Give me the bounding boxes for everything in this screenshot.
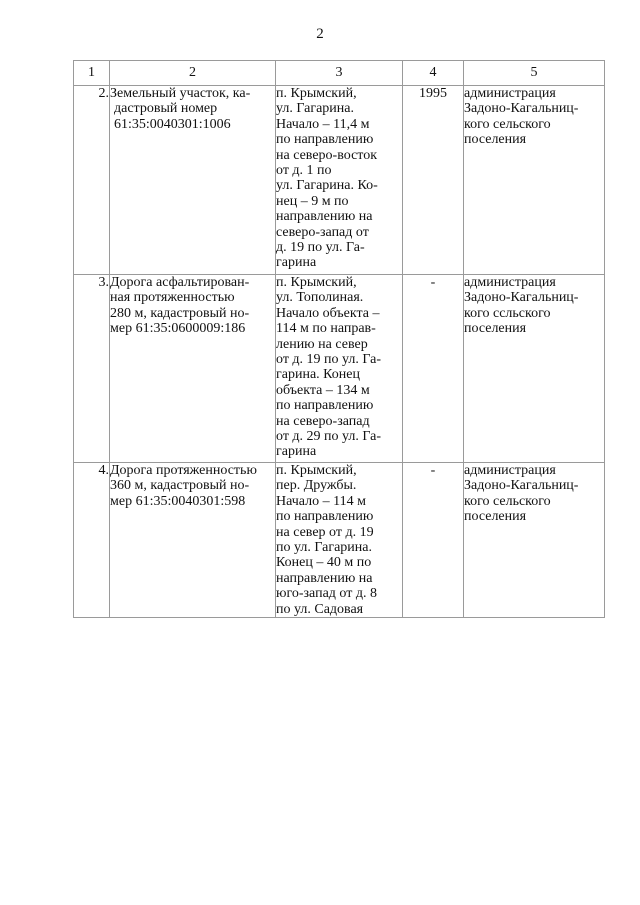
owner-line: кого ссльского	[464, 305, 551, 321]
row-number: 3.	[74, 275, 110, 463]
address-line: Начало – 11,4 м	[276, 116, 370, 132]
address-line: от д. 29 по ул. Га-	[276, 429, 382, 445]
address-line: нец – 9 м по	[276, 193, 349, 209]
object-name-cell	[110, 275, 276, 463]
owner-line: Задоно-Кагальниц-	[464, 478, 579, 494]
address-line: ул. Гагарина.	[276, 101, 354, 117]
address-line: гарина	[276, 255, 317, 271]
owner-line: поселения	[464, 132, 527, 148]
address-line: по ул. Садовая	[276, 601, 364, 617]
column-header-3: 3	[276, 61, 403, 86]
object-name-cell	[110, 86, 276, 275]
owner-line: администрация	[464, 86, 556, 101]
address-line: направлению на	[276, 570, 373, 586]
object-name-line: 360 м, кадастровый но-	[110, 478, 250, 494]
address-line: д. 19 по ул. Га-	[276, 240, 365, 256]
object-address-cell	[276, 86, 403, 275]
address-line: по направлению	[276, 132, 374, 148]
owner-line: поселения	[464, 509, 527, 525]
address-line: юго-запад от д. 8	[276, 586, 377, 602]
table-row	[74, 463, 605, 618]
address-line: от д. 19 по ул. Га-	[276, 352, 382, 368]
object-name-line: Дорога протяженностью	[110, 463, 257, 478]
address-line: п. Крымский,	[276, 86, 357, 101]
object-name-line: Дорога асфальтирован-	[110, 275, 250, 290]
object-name-line: дастровый номер	[114, 101, 218, 117]
object-name-line: 280 м, кадастровый но-	[110, 305, 250, 321]
table-header-row	[74, 61, 605, 86]
address-line: 114 м по направ-	[276, 321, 376, 337]
address-line: по направлению	[276, 509, 374, 525]
address-line: п. Крымский,	[276, 275, 357, 290]
owner-line: поселения	[464, 321, 527, 337]
table-row	[74, 275, 605, 463]
object-name-line: 61:35:0040301:1006	[114, 116, 231, 132]
address-line: гарина. Конец	[276, 367, 360, 383]
owner-line: Задоно-Кагальниц-	[464, 290, 579, 306]
object-name-line: Земельный участок, ка-	[110, 86, 251, 101]
address-line: лению на север	[276, 336, 368, 352]
address-line: ул. Тополиная.	[276, 290, 364, 306]
owner-line: администрация	[464, 275, 556, 290]
column-header-1: 1	[74, 61, 110, 86]
owner-cell	[464, 463, 605, 618]
object-name-line: мер 61:35:0600009:186	[110, 321, 246, 337]
address-line: Начало объекта –	[276, 305, 380, 321]
address-line: по ул. Гагарина.	[276, 540, 372, 556]
owner-line: кого сельского	[464, 493, 551, 509]
owner-line: Задоно-Кагальниц-	[464, 101, 579, 117]
address-line: на северо-запад	[276, 413, 370, 429]
address-line: Конец – 40 м по	[276, 555, 372, 571]
column-header-5: 5	[464, 61, 605, 86]
column-header-2: 2	[110, 61, 276, 86]
page-number: 2	[316, 26, 324, 42]
property-registry-table	[73, 60, 605, 618]
address-line: направлению на	[276, 209, 373, 225]
address-line: на северо-восток	[276, 147, 378, 163]
row-number: 4.	[74, 463, 110, 618]
object-name-line: ная протяженностью	[110, 290, 235, 306]
owner-line: администрация	[464, 463, 556, 478]
table-row	[74, 86, 605, 275]
year-cell: -	[403, 463, 464, 618]
year-cell: 1995	[403, 86, 464, 275]
object-name-line: мер 61:35:0040301:598	[110, 493, 246, 509]
address-line: по направлению	[276, 398, 374, 414]
row-number: 2.	[74, 86, 110, 275]
address-line: от д. 1 по	[276, 163, 332, 179]
address-line: объекта – 134 м	[276, 382, 370, 398]
column-header-4: 4	[403, 61, 464, 86]
owner-cell	[464, 86, 605, 275]
object-name-cell	[110, 463, 276, 618]
address-line: Начало – 114 м	[276, 493, 366, 509]
address-line: пер. Дружбы.	[276, 478, 357, 494]
address-line: северо-запад от	[276, 224, 369, 240]
owner-cell	[464, 275, 605, 463]
address-line: ул. Гагарина. Ко-	[276, 178, 378, 194]
year-cell: -	[403, 275, 464, 463]
object-address-cell	[276, 275, 403, 463]
address-line: п. Крымский,	[276, 463, 357, 478]
object-address-cell	[276, 463, 403, 618]
owner-line: кого сельского	[464, 116, 551, 132]
address-line: гарина	[276, 444, 317, 460]
address-line: на север от д. 19	[276, 524, 374, 540]
